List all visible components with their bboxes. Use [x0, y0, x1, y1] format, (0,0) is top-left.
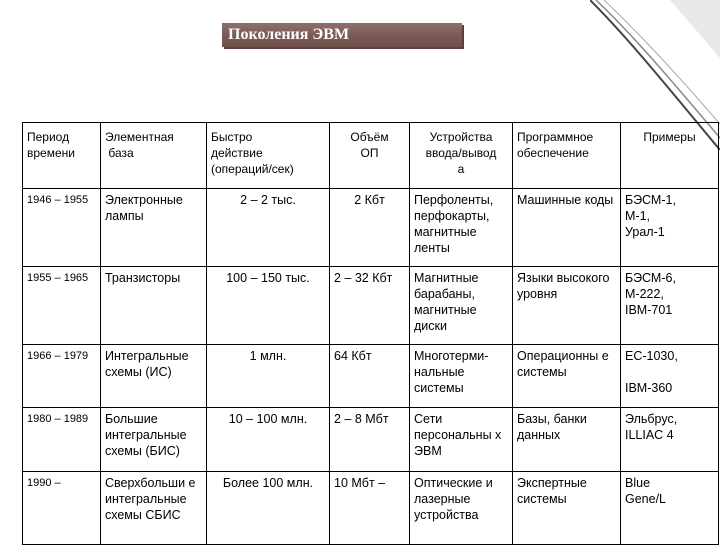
- cell-io-devices: Многотерми-нальные системы: [410, 345, 513, 408]
- header-software: Программное обеспечение: [513, 123, 621, 189]
- cell-period: 1966 – 1979: [23, 345, 101, 408]
- table-row: [23, 472, 719, 545]
- cell-memory: 10 Мбт –: [330, 472, 410, 545]
- header-speed: Быстро действие (операций/сек): [207, 123, 330, 189]
- cell-examples: БЭСМ-6, М-222, IBM-701: [621, 267, 719, 345]
- cell-software: Языки высокого уровня: [513, 267, 621, 345]
- cell-period: 1990 –: [23, 472, 101, 545]
- cell-software: Базы, банки данных: [513, 408, 621, 472]
- cell-element-base: Интегральные схемы (ИС): [101, 345, 207, 408]
- cell-speed: 2 – 2 тыс.: [207, 189, 330, 267]
- cell-memory: 2 – 8 Мбт: [330, 408, 410, 472]
- table-row: [23, 345, 719, 408]
- header-memory: Объём ОП: [330, 123, 410, 189]
- table-row: [23, 408, 719, 472]
- cell-io-devices: Сети персональны х ЭВМ: [410, 408, 513, 472]
- cell-period: 1955 – 1965: [23, 267, 101, 345]
- cell-element-base: Электронные лампы: [101, 189, 207, 267]
- cell-memory: 2 Кбт: [330, 189, 410, 267]
- cell-examples: Blue Gene/L: [621, 472, 719, 545]
- table-row: [23, 189, 719, 267]
- cell-speed: 1 млн.: [207, 345, 330, 408]
- slide-title: Поколения ЭВМ: [228, 26, 350, 43]
- cell-software: Экспертные системы: [513, 472, 621, 545]
- cell-element-base: Большие интегральные схемы (БИС): [101, 408, 207, 472]
- title-bar: [222, 23, 462, 47]
- header-examples: Примеры: [621, 123, 719, 189]
- cell-io-devices: Оптические и лазерные устройства: [410, 472, 513, 545]
- cell-software: Операционны е системы: [513, 345, 621, 408]
- cell-memory: 64 Кбт: [330, 345, 410, 408]
- cell-speed: 10 – 100 млн.: [207, 408, 330, 472]
- header-element-base: Элементная база: [101, 123, 207, 189]
- cell-element-base: Транзисторы: [101, 267, 207, 345]
- cell-period: 1980 – 1989: [23, 408, 101, 472]
- cell-period: 1946 – 1955: [23, 189, 101, 267]
- table-row: [23, 267, 719, 345]
- header-io-devices: Устройства ввода/вывод а: [410, 123, 513, 189]
- table-header-row: [23, 123, 719, 189]
- cell-examples: ЕС-1030, IBM-360: [621, 345, 719, 408]
- cell-examples: БЭСМ-1, М-1, Урал-1: [621, 189, 719, 267]
- header-period: Период времени: [23, 123, 101, 189]
- cell-speed: Более 100 млн.: [207, 472, 330, 545]
- cell-examples: Эльбрус, ILLIAC 4: [621, 408, 719, 472]
- cell-io-devices: Перфоленты, перфокарты, магнитные ленты: [410, 189, 513, 267]
- cell-memory: 2 – 32 Кбт: [330, 267, 410, 345]
- cell-software: Машинные коды: [513, 189, 621, 267]
- generations-table: [22, 122, 719, 545]
- cell-io-devices: Магнитные барабаны, магнитные диски: [410, 267, 513, 345]
- cell-speed: 100 – 150 тыс.: [207, 267, 330, 345]
- cell-element-base: Сверхбольши е интегральные схемы СБИС: [101, 472, 207, 545]
